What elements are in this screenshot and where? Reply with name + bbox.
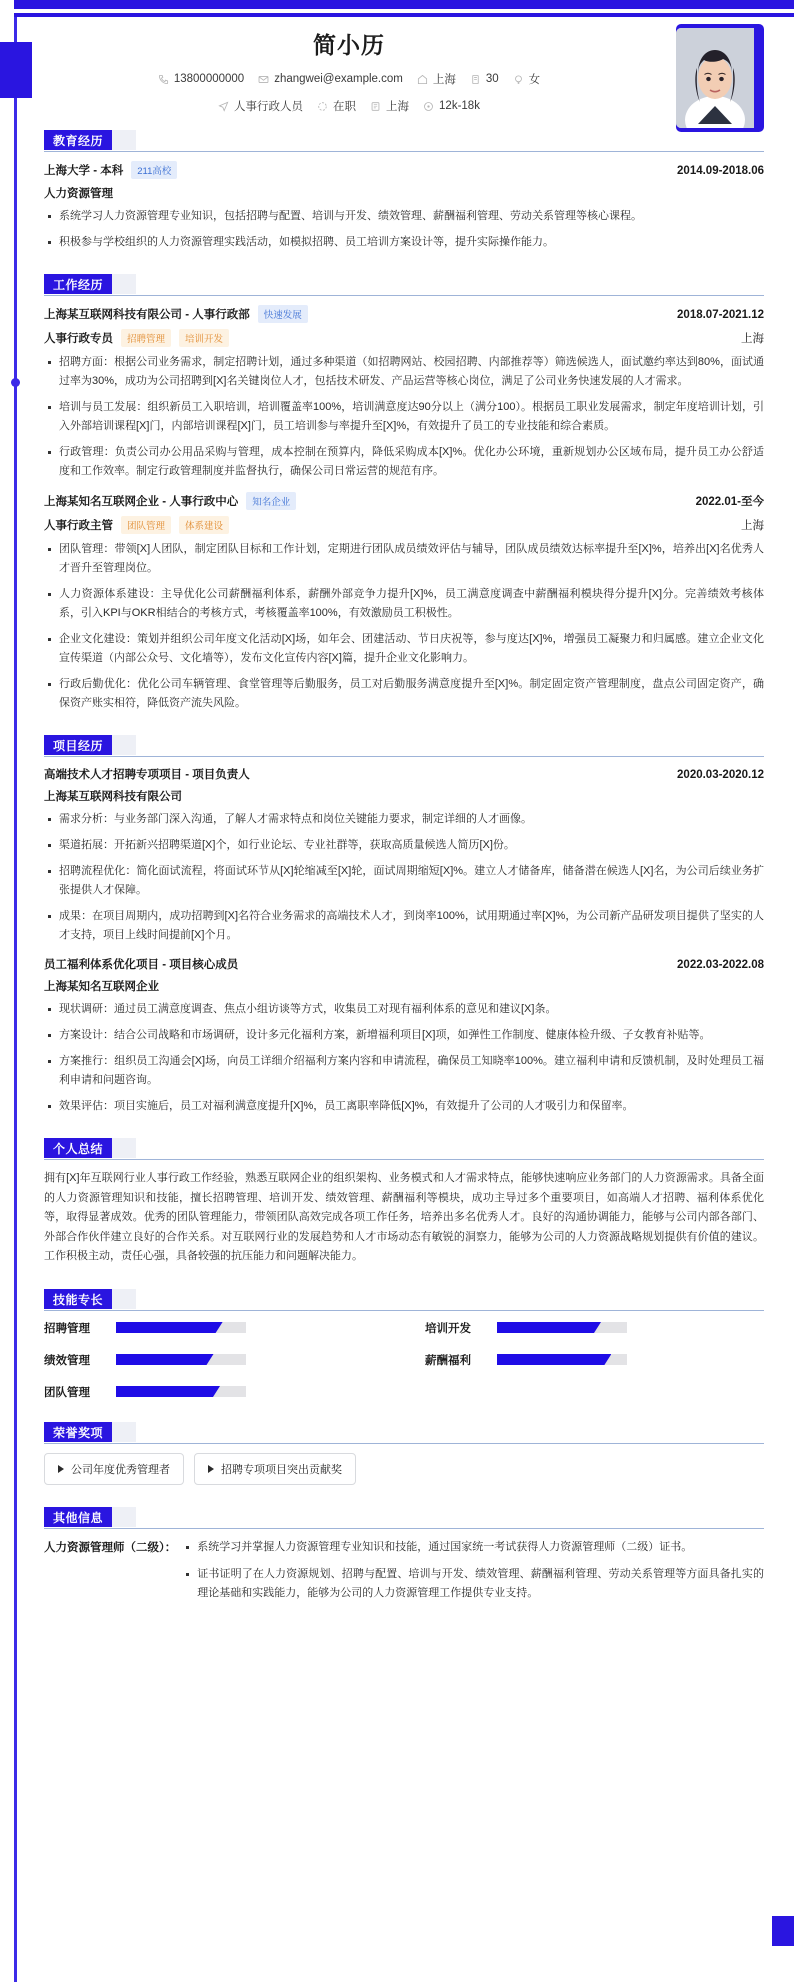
skill-item — [44, 1384, 383, 1400]
list-item: 招聘流程优化：简化面试流程，将面试环节从[X]轮缩减至[X]轮，面试周期缩短[X]%。建立人才储备库，储备潜在候选人[X]名，为公司后续业务扩张提供人才保障。 — [44, 862, 764, 900]
gender-icon — [513, 74, 524, 85]
city-icon — [370, 101, 381, 112]
section-honors — [44, 1422, 764, 1485]
education-entry — [44, 161, 764, 252]
skill-item — [44, 1352, 383, 1368]
company-name: 上海某知名互联网企业 - 人事行政中心 — [44, 496, 239, 508]
section-other — [44, 1507, 764, 1611]
job-tag: 培训开发 — [179, 329, 229, 347]
section-title-other: 其他信息 — [44, 1507, 112, 1527]
section-title-work: 工作经历 — [44, 274, 112, 294]
contact-email-text: zhangwei@example.com — [274, 73, 403, 85]
skill-progress-track — [116, 1354, 246, 1365]
contact-row-primary — [44, 71, 654, 87]
heading-rule — [44, 756, 764, 757]
contact-phone-text: 13800000000 — [173, 73, 245, 85]
contact-status-text: 在职 — [333, 101, 357, 113]
section-heading-work — [44, 274, 764, 296]
triangle-right-icon — [208, 1465, 214, 1473]
work-location: 上海 — [741, 333, 764, 345]
heading-rule — [44, 295, 764, 296]
project-entry-header — [44, 956, 764, 972]
skill-label: 薪酬福利 — [425, 1354, 471, 1367]
work-role-row — [44, 516, 764, 534]
section-heading-education — [44, 130, 764, 152]
list-item: 需求分析：与业务部门深入沟通，了解人才需求特点和岗位关键能力要求，制定详细的人才画像。 — [44, 810, 764, 829]
contact-position-text: 人事行政人员 — [234, 101, 304, 113]
skill-progress-fill — [497, 1322, 601, 1333]
education-bullets — [44, 207, 764, 252]
age-icon — [470, 74, 481, 85]
project-bullets — [44, 810, 764, 945]
skill-progress-track — [116, 1386, 246, 1397]
project-company-row — [44, 788, 764, 804]
contact-city — [370, 98, 409, 114]
phone-icon — [158, 74, 169, 85]
heading-rule — [44, 1528, 764, 1529]
list-item: 现状调研：通过员工满意度调查、焦点小组访谈等方式，收集员工对现有福利体系的意见和建议[X]条。 — [44, 1000, 764, 1019]
contact-salary — [423, 100, 480, 112]
project-entry — [44, 766, 764, 945]
skill-label: 招聘管理 — [44, 1322, 90, 1335]
education-date: 2014.09-2018.06 — [677, 165, 764, 177]
contact-status — [317, 98, 356, 114]
project-entry — [44, 956, 764, 1116]
work-bullets — [44, 353, 764, 481]
avatar — [676, 28, 754, 128]
work-bullets — [44, 540, 764, 713]
section-title-summary: 个人总结 — [44, 1138, 112, 1158]
skill-label: 团队管理 — [44, 1386, 90, 1399]
list-item: 培训与员工发展：组织新员工入职培训，培训覆盖率100%，培训满意度达90分以上（满分100）。根据员工职业发展需求，制定年度培训计划，引入外部培训课程[X]门，内部培训课程[X]门，员工培训参与率提升至[X]%，有效提升了员工的专业技能和综合素质。 — [44, 398, 764, 436]
contact-city-text: 上海 — [386, 101, 410, 113]
job-tag: 招聘管理 — [121, 329, 171, 347]
list-item: 行政管理：负责公司办公用品采购与管理，成本控制在预算内，降低采购成本[X]%。优化办公环境，重新规划办公区域布局，提升员工办公舒适度和工作效率。制定行政管理制度并监督执行，确保公司日常运营的规范有序。 — [44, 443, 764, 481]
work-date: 2022.01-至今 — [695, 496, 764, 508]
section-title-skills: 技能专长 — [44, 1289, 112, 1309]
honor-label: 公司年度优秀管理者 — [71, 1463, 170, 1476]
project-company-row — [44, 978, 764, 994]
project-date: 2022.03-2022.08 — [677, 959, 764, 971]
list-item: 方案设计：结合公司战略和市场调研，设计多元化福利方案，新增福利项目[X]项，如弹性工作制度、健康体检升级、子女教育补贴等。 — [44, 1026, 764, 1045]
education-major-row — [44, 185, 764, 201]
mail-icon — [258, 74, 269, 85]
skill-item — [425, 1352, 764, 1368]
list-item: 招聘方面：根据公司业务需求，制定招聘计划，通过多种渠道（如招聘网站、校园招聘、内部推荐等）筛选候选人，面试邀约率达到80%，面试通过率为30%，成功为公司招聘到[X]名关键岗位人才，包括技术研发、产品运营等核心岗位，满足了公司业务快速发展的人才需求。 — [44, 353, 764, 391]
list-item: 方案推行：组织员工沟通会[X]场，向员工详细介绍福利方案内容和申请流程，确保员工知晓率100%。建立福利申请和反馈机制，及时处理员工福利申请和问题咨询。 — [44, 1052, 764, 1090]
contact-position — [218, 98, 303, 114]
section-heading-honors — [44, 1422, 764, 1444]
heading-rule — [44, 1443, 764, 1444]
project-date: 2020.03-2020.12 — [677, 769, 764, 781]
job-tag: 体系建设 — [179, 516, 229, 534]
honors-list — [44, 1453, 764, 1485]
section-title-education: 教育经历 — [44, 130, 112, 150]
skill-progress-fill — [497, 1354, 611, 1365]
honor-item[interactable] — [44, 1453, 184, 1485]
contact-gender-text: 女 — [528, 74, 541, 86]
certificate-row — [44, 1538, 764, 1611]
section-summary — [44, 1138, 764, 1267]
skill-progress-track — [497, 1354, 627, 1365]
skill-item — [44, 1320, 383, 1336]
skill-progress-track — [497, 1322, 627, 1333]
job-title: 人事行政主管 — [44, 520, 113, 532]
salary-icon — [423, 101, 434, 112]
list-item: 渠道拓展：开拓新兴招聘渠道[X]个，如行业论坛、专业社群等，获取高质量候选人简历[X]份。 — [44, 836, 764, 855]
list-item: 团队管理：带领[X]人团队，制定团队目标和工作计划，定期进行团队成员绩效评估与辅导，团队成员绩效达标率提升至[X]%，培养出[X]名优秀人才晋升至管理岗位。 — [44, 540, 764, 578]
section-heading-skills — [44, 1289, 764, 1311]
list-item: 效果评估：项目实施后，员工对福利满意度提升[X]%，员工离职率降低[X]%，有效提升了公司的人才吸引力和保留率。 — [44, 1097, 764, 1116]
heading-rule — [44, 1310, 764, 1311]
skill-label: 培训开发 — [425, 1322, 471, 1335]
certificate-label: 人力资源管理师（二级）： — [44, 1541, 177, 1554]
project-company: 上海某互联网科技有限公司 — [44, 791, 182, 803]
job-title: 人事行政专员 — [44, 333, 113, 345]
work-date: 2018.07-2021.12 — [677, 309, 764, 321]
work-entry-left — [44, 492, 686, 510]
section-heading-project — [44, 735, 764, 757]
work-role-row — [44, 329, 764, 347]
contact-gender — [513, 71, 541, 87]
contact-hometown-text: 上海 — [432, 74, 456, 86]
heading-rule — [44, 1159, 764, 1160]
section-work — [44, 274, 764, 713]
skill-label: 绩效管理 — [44, 1354, 90, 1367]
school-name: 上海大学 - 本科 — [44, 165, 124, 177]
section-heading-other — [44, 1507, 764, 1529]
list-item: 积极参与学校组织的人力资源管理实践活动，如模拟招聘、员工培训方案设计等，提升实际操作能力。 — [44, 233, 764, 252]
education-entry-left — [44, 161, 667, 179]
work-entry — [44, 492, 764, 713]
contact-phone — [158, 73, 244, 85]
status-icon — [317, 101, 328, 112]
company-name: 上海某互联网科技有限公司 - 人事行政部 — [44, 309, 250, 321]
contact-email — [258, 73, 403, 85]
education-entry-header — [44, 161, 764, 179]
section-education — [44, 130, 764, 252]
bottom-right-accent-block — [772, 1916, 794, 1946]
project-entry-header — [44, 766, 764, 782]
avatar-frame — [676, 24, 764, 132]
honor-item[interactable] — [194, 1453, 356, 1485]
skill-progress-fill — [116, 1354, 214, 1365]
list-item: 成果：在项目周期内，成功招聘到[X]名符合业务需求的高端技术人才，到岗率100%，试用期通过率[X]%，为公司新产品研发项目提供了坚实的人才支持，项目上线时间提前[X]个月。 — [44, 907, 764, 945]
company-badge: 快速发展 — [258, 305, 308, 323]
certificate-body — [182, 1538, 764, 1611]
heading-rule — [44, 151, 764, 152]
home-icon — [417, 74, 428, 85]
job-tag: 团队管理 — [121, 516, 171, 534]
page-title: 简小历 — [313, 32, 385, 58]
list-item: 企业文化建设：策划并组织公司年度文化活动[X]场，如年会、团建活动、节日庆祝等，参与度达[X]%，增强员工凝聚力和归属感。建立企业文化宣传渠道（内部公众号、文化墙等），发布文化宣传内容[X]篇，提升企业文化影响力。 — [44, 630, 764, 668]
list-item: 系统学习人力资源管理专业知识，包括招聘与配置、培训与开发、绩效管理、薪酬福利管理、劳动关系管理等核心课程。 — [44, 207, 764, 226]
triangle-right-icon — [58, 1465, 64, 1473]
skill-item — [425, 1320, 764, 1336]
work-role-left — [44, 516, 731, 534]
list-item: 证书证明了在人力资源规划、招聘与配置、培训与开发、绩效管理、薪酬福利管理、劳动关系管理等方面具备扎实的理论基础和实践能力，能够为公司的人力资源管理工作提供专业支持。 — [182, 1565, 764, 1603]
work-entry-header — [44, 492, 764, 510]
section-heading-summary — [44, 1138, 764, 1160]
work-entry-header — [44, 305, 764, 323]
project-bullets — [44, 1000, 764, 1116]
work-entry — [44, 305, 764, 481]
project-company: 上海某知名互联网企业 — [44, 981, 159, 993]
section-project — [44, 735, 764, 1116]
contact-age — [470, 73, 499, 85]
work-entry-left — [44, 305, 667, 323]
contact-hometown — [417, 71, 456, 87]
section-title-honors: 荣誉奖项 — [44, 1422, 112, 1442]
school-badge: 211高校 — [131, 161, 177, 179]
work-location: 上海 — [741, 520, 764, 532]
skill-progress-fill — [116, 1322, 223, 1333]
list-item: 行政后勤优化：优化公司车辆管理、食堂管理等后勤服务，员工对后勤服务满意度提升至[X]%。制定固定资产管理制度，盘点公司固定资产，确保资产账实相符，降低资产流失风险。 — [44, 675, 764, 713]
skill-progress-fill — [116, 1386, 220, 1397]
honor-label: 招聘专项项目突出贡献奖 — [221, 1463, 342, 1476]
certificate-bullets — [182, 1538, 764, 1603]
contact-row-secondary — [44, 98, 654, 114]
resume-header — [44, 0, 764, 113]
list-item: 人力资源体系建设：主导优化公司薪酬福利体系，薪酬外部竞争力提升[X]%，员工满意度调查中薪酬福利模块得分提升[X]分。完善绩效考核体系，引入KPI与OKR相结合的考核方式，考核覆盖率100%，有效激励员工积极性。 — [44, 585, 764, 623]
position-icon — [218, 101, 229, 112]
skills-grid — [44, 1320, 764, 1400]
summary-text: 拥有[X]年互联网行业人事行政工作经验，熟悉互联网企业的组织架构、业务模式和人才需求特点，能够快速响应业务部门的人力资源需求。具备全面的人力资源管理知识和技能，擅长招聘管理、培训开发、绩效管理、薪酬福利等模块，成功主导过多个重要项目，如高端人才招聘、福利体系优化等，取得显著成效。优秀的团队管理能力，带领团队高效完成各项工作任务，培养出多名优秀人才。良好的沟通协调能力，能够与公司内部各部门、外部合作伙伴建立良好的合作关系。对互联网行业的发展趋势和人才市场动态有敏锐的洞察力，能够为公司的人力资源战略规划提供有价值的建议。工作积极主动，责任心强，具备较强的抗压能力和问题解决能力。 — [44, 1172, 764, 1262]
section-title-project: 项目经历 — [44, 735, 112, 755]
section-skills — [44, 1289, 764, 1400]
project-name: 员工福利体系优化项目 - 项目核心成员 — [44, 959, 239, 971]
skill-progress-track — [116, 1322, 246, 1333]
company-badge: 知名企业 — [246, 492, 296, 510]
contact-salary-text: 12k-18k — [439, 100, 480, 112]
project-name: 高端技术人才招聘专项项目 - 项目负责人 — [44, 769, 250, 781]
list-item: 系统学习并掌握人力资源管理专业知识和技能，通过国家统一考试获得人力资源管理师（二级）证书。 — [182, 1538, 764, 1557]
education-major: 人力资源管理 — [44, 188, 113, 200]
work-role-left — [44, 329, 731, 347]
contact-age-text: 30 — [485, 73, 499, 85]
